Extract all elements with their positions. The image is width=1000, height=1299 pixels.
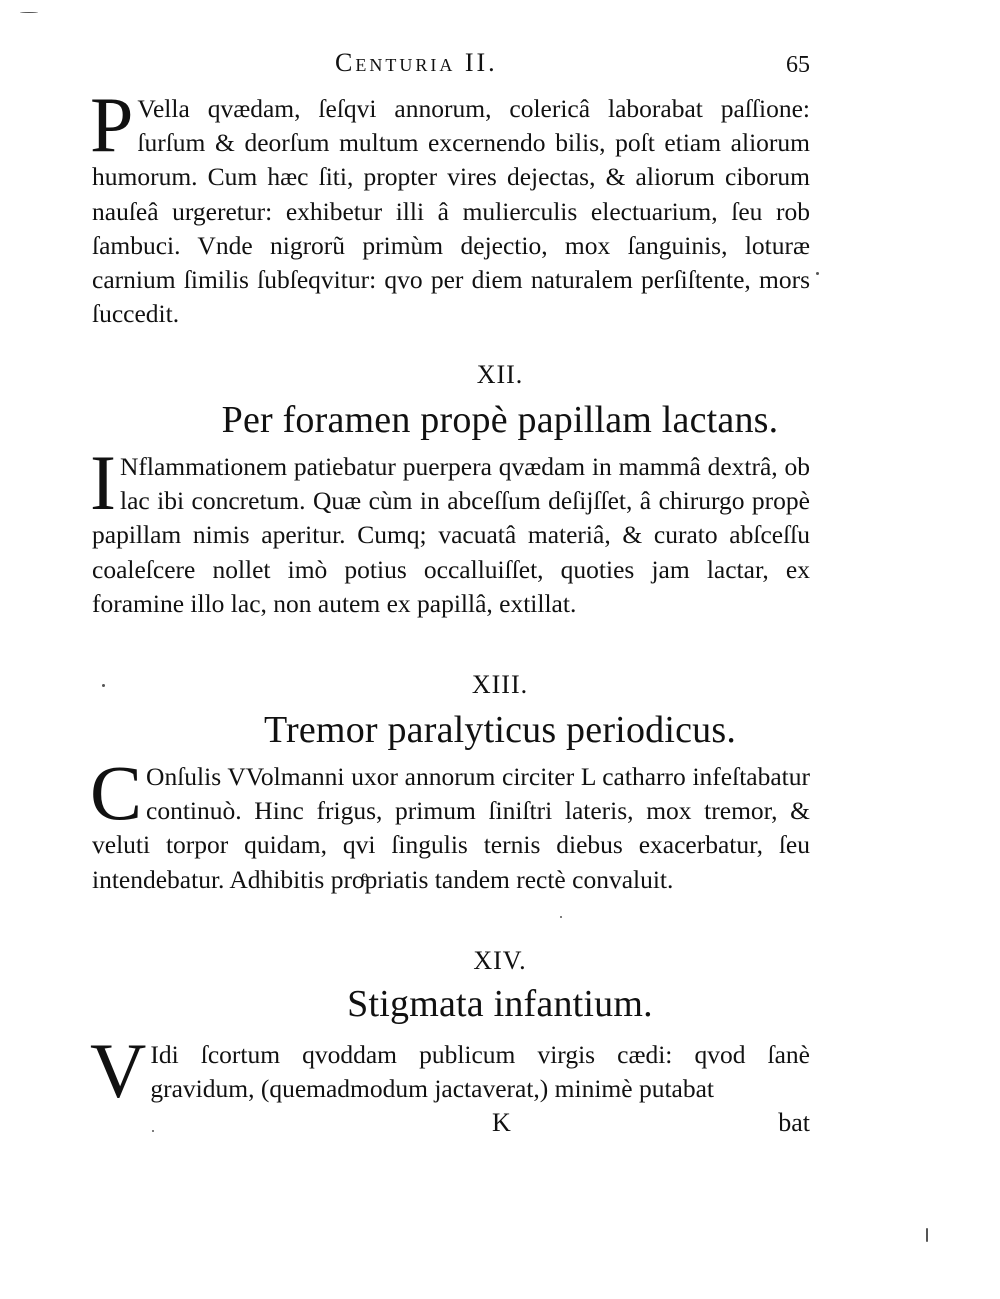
opening-paragraph <box>90 81 810 331</box>
running-title: Centuria II. <box>335 48 498 77</box>
section-title: Per foramen propè papillam lactans. <box>221 399 779 441</box>
catchword: bat <box>778 1108 810 1137</box>
scan-speck <box>20 12 38 13</box>
scan-speck <box>152 1130 154 1132</box>
drop-cap: P <box>90 81 134 168</box>
drop-cap: C <box>90 749 143 836</box>
signature-mark: K <box>492 1108 511 1137</box>
paragraph-text: Nflammationem patiebatur puerpera qvædam in mammâ dextrâ, ob lac ibi concretum. Quæ cùm in abceſſum deſijſſet, â chirurgo propè papillam nimis aperitur. Cumq; vacuatâ materiâ, & curato abſceſſu coaleſcere nollet imò potius occalluiſſet, quoties jam lactar, ex foramine illo lac, non autem ex papillâ, extillat. <box>92 452 810 618</box>
paragraph-text: Idi ſcortum qvoddam publicum virgis cædi: qvod ſanè gravidum, (quemadmodum jactaverat,) minimè putabat <box>150 1040 810 1104</box>
page-footer <box>92 1108 810 1142</box>
section-paragraph <box>90 1027 810 1114</box>
running-head <box>90 48 810 84</box>
page-number: 65 <box>786 52 810 78</box>
section-title: Tremor paralyticus periodicus. <box>263 709 737 751</box>
paragraph-text: Onſulis VVolmanni uxor annorum circiter L catharro infeſtabatur continuò. Hinc frigus, primum ſiniſtri lateris, mox tremor, & veluti torpor quidam, qvi ſingulis ternis diebus exacerbatur, ſeu intendebatur. Adhibitis proͤpriatis tandem rectè convaluit. <box>92 762 810 894</box>
section-number: XIV. <box>473 946 527 975</box>
drop-cap: I <box>90 439 116 526</box>
scan-speck <box>926 1228 928 1242</box>
section-paragraph <box>90 749 810 897</box>
section-number: XII. <box>476 360 524 389</box>
scan-speck <box>102 684 105 687</box>
scan-speck <box>560 916 562 918</box>
drop-cap: V <box>90 1027 147 1114</box>
section-paragraph <box>90 439 810 621</box>
scan-speck <box>816 272 819 275</box>
paragraph-text: Vella qvædam, ſeſqvi annorum, colericâ laborabat paſſione: ſurſum & deorſum multum excernendo bilis, poſt etiam aliorum humorum. Cum hæc ſiti, propter vires dejectas, & aliorum ciborum nauſeâ urgeretur: exhibetur illi â mulierculis electuarium, ſeu rob ſambuci. Vnde nigrorũ primùm dejectio, mox ſanguinis, loturæ carnium ſimilis ſubſeqvitur: qvo per diem naturalem perſiſtente, mors ſuccedit. <box>92 94 810 329</box>
section-number: XIII. <box>471 670 529 699</box>
section-title: Stigmata infantium. <box>347 983 653 1025</box>
